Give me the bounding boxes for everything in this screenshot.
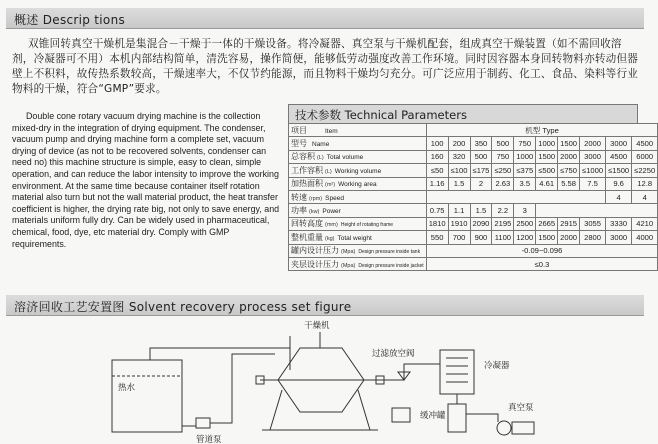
- label-vacuum-pump: 真空泵: [508, 403, 534, 413]
- table-row: 整机重量 (kg) Total weight 550 700 900 1100 1200 1500 2000 2800 3000 4000: [289, 231, 658, 244]
- table-row: 罐内设计压力 (Mpa) Design pressure inside tank -0.09~0.096: [289, 244, 658, 257]
- technical-header: 技术参数 Technical Parameters: [288, 104, 638, 123]
- label-pipe-pump: 管道泵: [196, 435, 222, 444]
- table-row: 总容积 (L) Total volume 160 320 500 750 1000 1500 2000 3000 4500 6000: [289, 150, 658, 163]
- table-row: 功率 (kw) Power 0.75 1.1 1.5 2.2 3: [289, 204, 658, 217]
- vacuum-pump-icon: [497, 421, 511, 435]
- label-dryer: 干燥机: [304, 321, 330, 331]
- label-hot-water: 热水: [118, 383, 136, 393]
- table-row: 回转高度 (mm) Height of rotating frame 1810 1910 2090 2195 2500 2665 2915 3055 3330 4210: [289, 217, 658, 230]
- overview-cn-text: 双锥回转真空干燥机是集混合－干燥于一体的干燥设备。将冷凝器、真空泵与干燥机配套，组成真空干燥装置（如不需回收溶剂，冷凝器可不用）本机内部结构简单，清洗容易，操作简便，能够低劳动强度改善工作环境。同时因容器本身回转物料亦转动但器壁上不积料，故传热系数较高，干燥速率大，不仅节约能源，而且物料干燥均匀充分。可广泛应用于制药、化工、食品、染料等行业物料的干燥，符合“GMP”要求。: [12, 38, 639, 95]
- label-buffer: 缓冲罐: [420, 411, 446, 421]
- overview-header: 概述 Descrip tions: [6, 8, 644, 29]
- process-diagram: [0, 318, 650, 444]
- table-row: 夹层设计压力 (Mpa) Design pressure inside jacket ≤0.3: [289, 257, 658, 270]
- label-condenser: 冷凝器: [484, 361, 510, 371]
- label-filter-valve: 过滤放空阀: [372, 349, 415, 359]
- process-header: 溶济回收工艺安置图 Solvent recovery process set figure: [6, 295, 644, 316]
- buffer-tank-icon: [448, 404, 466, 432]
- parameters-table: [288, 123, 658, 271]
- overview-en-text: Double cone rotary vacuum drying machine is the collection mixed-dry in the integration of drying equipment. The condenser, vacuum pump and drying machine form a complete set, vacuum drying of device (as not to be recovered solvents, condenser can need no) this machine structure is simple, easy to clean, simple operation, and can reduce the labor intensity to improve the working environment. At the same time because container itself rotation material also turn but not the wall material product, the heat transfer coefficient is higher, the drying rate big, not only to save energy, and materials uniform fully dry. Can be widely used in pharmaceutical, chemical, food, dye, etc material dry. Comply with GMP requirements.: [12, 111, 280, 249]
- hot-water-tank: [112, 360, 182, 432]
- table-head-row: 项目 Item 机型 Type: [289, 124, 658, 137]
- table-row: 工作容积 (L) Working volume ≤50 ≤100 ≤175 ≤250 ≤375 ≤500 ≤750 ≤1000 ≤1500 ≤2250: [289, 164, 658, 177]
- table-row: 型号 Name 100 200 350 500 750 1000 1500 2000 3000 4500: [289, 137, 658, 150]
- table-row: 转速 (rpm) Speed 4 4: [289, 190, 658, 203]
- pipe-pump-icon: [196, 418, 210, 428]
- table-row: 加热面积 (m²) Working area 1.16 1.5 2 2.63 3.5 4.61 5.58 7.5 9.6 12.8: [289, 177, 658, 190]
- condenser-icon: [440, 350, 474, 394]
